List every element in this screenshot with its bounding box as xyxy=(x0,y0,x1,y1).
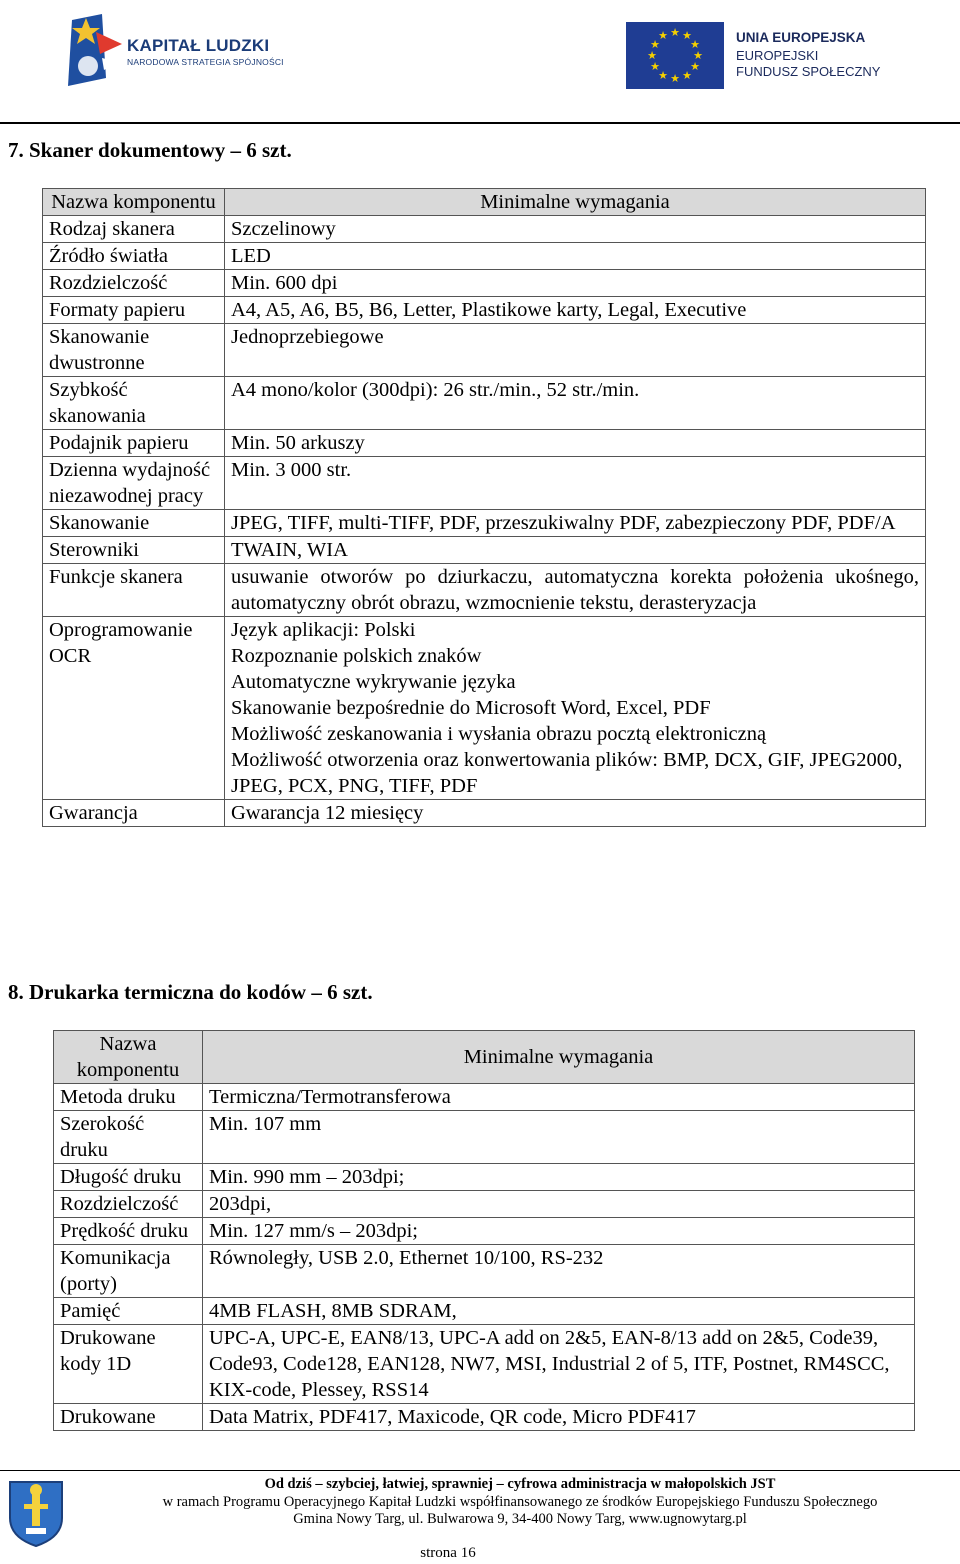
row-value: Data Matrix, PDF417, Maxicode, QR code, Micro PDF417 xyxy=(203,1404,915,1431)
row-value: Min. 127 mm/s – 203dpi; xyxy=(203,1218,915,1245)
col-header-requirements: Minimalne wymagania xyxy=(225,189,926,216)
svg-text:★: ★ xyxy=(670,72,680,85)
row-name: Skanowanie xyxy=(43,510,225,537)
svg-text:★: ★ xyxy=(650,38,660,51)
row-name: Rodzaj skanera xyxy=(43,216,225,243)
eu-logo-line2: EUROPEJSKI xyxy=(736,48,819,63)
printer-spec-table xyxy=(53,1030,915,1431)
table-row xyxy=(43,457,926,510)
row-value: Min. 107 mm xyxy=(203,1111,915,1164)
row-value: TWAIN, WIA xyxy=(225,537,926,564)
row-name: Komunikacja (porty) xyxy=(54,1245,203,1298)
row-name: Prędkość druku xyxy=(54,1218,203,1245)
row-value: Jednoprzebiegowe xyxy=(225,324,926,377)
table-row xyxy=(43,377,926,430)
row-value: Min. 50 arkuszy xyxy=(225,430,926,457)
svg-text:★: ★ xyxy=(650,60,660,73)
row-value: Min. 990 mm – 203dpi; xyxy=(203,1164,915,1191)
svg-text:★: ★ xyxy=(647,49,657,62)
section-title-scanner: 7. Skaner dokumentowy – 6 szt. xyxy=(8,138,292,162)
row-value: LED xyxy=(225,243,926,270)
scanner-spec-table xyxy=(42,188,926,827)
row-name: Drukowane xyxy=(54,1404,203,1431)
table-row xyxy=(43,243,926,270)
table-row xyxy=(54,1191,915,1218)
row-value: Szczelinowy xyxy=(225,216,926,243)
row-name: Rozdzielczość xyxy=(43,270,225,297)
table-row xyxy=(43,800,926,827)
svg-text:★: ★ xyxy=(682,29,692,42)
row-value: 4MB FLASH, 8MB SDRAM, xyxy=(203,1298,915,1325)
row-name: Rozdzielczość xyxy=(54,1191,203,1218)
table-row xyxy=(43,430,926,457)
table-header-row xyxy=(54,1031,915,1084)
svg-text:★: ★ xyxy=(682,69,692,82)
footer-line-address: Gmina Nowy Targ, ul. Bulwarowa 9, 34-400 Nowy Targ, www.ugnowytarg.pl xyxy=(293,1511,747,1527)
table-row xyxy=(54,1164,915,1191)
svg-text:★: ★ xyxy=(658,69,668,82)
kapital-ludzki-subtitle: NARODOWA STRATEGIA SPÓJNOŚCI xyxy=(127,57,284,67)
footer-line-program: w ramach Programu Operacyjnego Kapitał Ludzki współfinansowanego ze środków Europejskiego Funduszu Społecznego xyxy=(162,1494,878,1510)
row-value: Min. 600 dpi xyxy=(225,270,926,297)
table-row xyxy=(54,1218,915,1245)
ocr-line: Możliwość otworzenia oraz konwertowania plików: BMP, DCX, GIF, JPEG2000, JPEG, PCX, PNG, TIFF, PDF xyxy=(231,749,903,797)
row-name: Dzienna wydajność niezawodnej pracy xyxy=(43,457,225,510)
row-name: Podajnik papieru xyxy=(43,430,225,457)
row-name: Skanowanie dwustronne xyxy=(43,324,225,377)
row-value: Min. 3 000 str. xyxy=(225,457,926,510)
table-row xyxy=(54,1325,915,1404)
footer-line-project: Od dziś – szybciej, łatwiej, sprawniej – cyfrowa administracja w małopolskich JST xyxy=(264,1476,776,1492)
table-row xyxy=(54,1111,915,1164)
ocr-line: Możliwość zeskanowania i wysłania obrazu pocztą elektroniczną xyxy=(231,723,767,745)
page-number: strona 16 xyxy=(420,1545,476,1561)
row-value: UPC-A, UPC-E, EAN8/13, UPC-A add on 2&5, EAN-8/13 add on 2&5, Code39, Code93, Code128, EAN128, NW7, MSI, Industrial 2 of 5, ITF, Postnet, RM4SCC, KIX-code, Plessey, RSS14 xyxy=(203,1325,915,1404)
row-name: Metoda druku xyxy=(54,1084,203,1111)
table-row xyxy=(54,1084,915,1111)
row-name: Sterowniki xyxy=(43,537,225,564)
row-value: A4 mono/kolor (300dpi): 26 str./min., 52 str./min. xyxy=(225,377,926,430)
table-header-row xyxy=(43,189,926,216)
row-name: Oprogramowanie OCR xyxy=(43,617,225,800)
row-value: JPEG, TIFF, multi-TIFF, PDF, przeszukiwalny PDF, zabezpieczony PDF, PDF/A xyxy=(225,510,926,537)
row-name: Szerokość druku xyxy=(54,1111,203,1164)
table-row xyxy=(43,510,926,537)
table-row xyxy=(54,1404,915,1431)
row-value: A4, A5, A6, B5, B6, Letter, Plastikowe karty, Legal, Executive xyxy=(225,297,926,324)
row-name: Długość druku xyxy=(54,1164,203,1191)
ocr-line: Język aplikacji: Polski xyxy=(231,619,416,641)
ocr-line: Skanowanie bezpośrednie do Microsoft Word, Excel, PDF xyxy=(231,697,711,719)
row-name: Szybkość skanowania xyxy=(43,377,225,430)
table-row xyxy=(43,564,926,617)
section-title-printer: 8. Drukarka termiczna do kodów – 6 szt. xyxy=(8,980,373,1004)
row-name: Funkcje skanera xyxy=(43,564,225,617)
table-row xyxy=(43,216,926,243)
table-row xyxy=(54,1298,915,1325)
eu-logo-line3: FUNDUSZ SPOŁECZNY xyxy=(736,64,881,79)
table-row xyxy=(43,537,926,564)
row-name: Gwarancja xyxy=(43,800,225,827)
row-value: usuwanie otworów po dziurkaczu, automatyczna korekta położenia ukośnego, automatyczny obrót obrazu, wzmocnienie tekstu, derasteryzacja xyxy=(225,564,926,617)
col-header-name: Nazwa komponentu xyxy=(54,1031,203,1084)
row-value: Termiczna/Termotransferowa xyxy=(203,1084,915,1111)
svg-text:★: ★ xyxy=(658,29,668,42)
row-name: Pamięć xyxy=(54,1298,203,1325)
col-header-name: Nazwa komponentu xyxy=(43,189,225,216)
svg-text:★: ★ xyxy=(693,49,703,62)
table-row xyxy=(54,1245,915,1298)
table-row xyxy=(43,297,926,324)
row-value: 203dpi, xyxy=(203,1191,915,1218)
row-value: Gwarancja 12 miesięcy xyxy=(225,800,926,827)
svg-text:★: ★ xyxy=(690,60,700,73)
table-row xyxy=(43,324,926,377)
row-name: Drukowane kody 1D xyxy=(54,1325,203,1404)
page-header xyxy=(0,0,960,124)
kapital-ludzki-emblem-icon xyxy=(66,14,126,88)
header-divider xyxy=(0,122,960,124)
eu-flag-icon xyxy=(626,22,724,89)
row-name: Formaty papieru xyxy=(43,297,225,324)
ocr-line: Rozpoznanie polskich znaków xyxy=(231,645,482,667)
eu-logo-line1: UNIA EUROPEJSKA xyxy=(736,30,866,45)
kapital-ludzki-title: KAPITAŁ LUDZKI xyxy=(127,36,270,55)
nowy-targ-crest-icon xyxy=(6,1478,66,1548)
ocr-line: Automatyczne wykrywanie języka xyxy=(231,671,516,693)
svg-text:★: ★ xyxy=(670,26,680,39)
footer-divider xyxy=(0,1470,960,1471)
row-value-list xyxy=(225,617,926,800)
table-row xyxy=(43,617,926,800)
row-name: Źródło światła xyxy=(43,243,225,270)
col-header-requirements: Minimalne wymagania xyxy=(203,1031,915,1084)
row-value: Równoległy, USB 2.0, Ethernet 10/100, RS-232 xyxy=(203,1245,915,1298)
table-row xyxy=(43,270,926,297)
svg-text:★: ★ xyxy=(690,38,700,51)
